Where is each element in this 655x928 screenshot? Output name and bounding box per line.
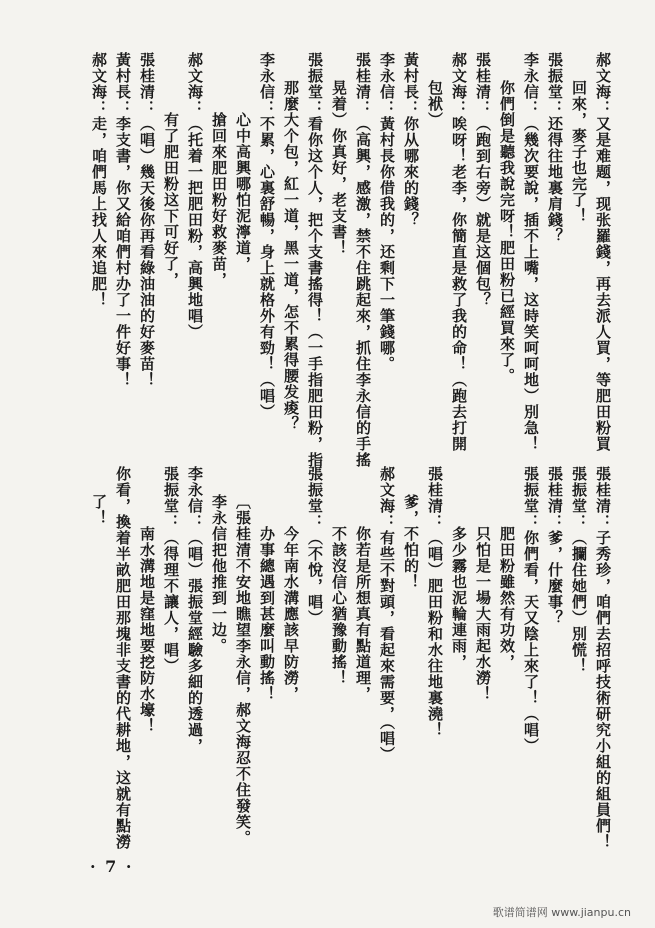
script-line: 張振堂：（攔住她們）別慌！ (570, 466, 588, 674)
script-line: 張桂清：（高興，感激，禁不住跳起來，抓住李永信的手搖 (354, 52, 372, 468)
script-line: 包袱） (426, 80, 444, 128)
page-number: · 7 · (90, 857, 134, 876)
script-line: 爹，不怕的！ (402, 494, 420, 590)
script-line: 張振堂：（得理不讓人，唱） (162, 466, 180, 674)
script-line: 黃村長：你从哪來的錢？ (402, 52, 420, 228)
script-line: 郝文海：唉呀！老李，你簡直是救了我的命！（跑去打開 (450, 52, 468, 452)
script-line: 張振堂：（不悅，唱） (306, 466, 324, 626)
script-line: 办事總遇到甚麼叫動搖！ (258, 526, 276, 702)
script-line: 張振堂：你們看，天又陰上來了！（唱） (522, 466, 540, 754)
script-line: 張桂清：子秀珍，咱們去招呼技術研究小組的組員們！ (594, 466, 612, 850)
script-line: 你們倒是聽我說完呀！肥田粉已經買來了。 (498, 80, 516, 384)
script-line: 郝文海：有些不對頭，看起來需要，（唱） (378, 466, 396, 763)
script-bottom-section (87, 466, 615, 850)
script-line: 郝文海：（托着一把肥田粉，高興地唱） (186, 52, 204, 340)
script-line: 郝文海：又是难题，现张羅錢，再去派人買，等肥田粉買 (594, 52, 612, 452)
script-line: 李永信：不累，心裏舒暢，身上就格外有勁！（唱） (258, 52, 276, 420)
script-line: 張振堂：看你这个人，把个支書搖得！（一手指肥田粉，指 (306, 52, 324, 468)
script-line: 李永信：黃村長你借我的，还剩下一筆錢哪。 (378, 52, 396, 372)
script-line: 李永信：（幾次要說，插不上嘴，这時笑呵呵地）別急！ (522, 52, 540, 452)
script-line: 李永信：（唱）張振堂經驗多細的透過， (186, 466, 204, 754)
script-line: 肥田粉雖然有功效， (498, 526, 516, 670)
script-line: 〔張桂清不安地瞧望李永信，郝文海忍不住發笑。 (234, 494, 252, 846)
script-line: 張桂清：爹，什麼事？ (546, 466, 564, 626)
script-line: 只怕是一場大雨起水澇！ (474, 526, 492, 702)
script-line: 多少霧也泥輪連雨， (450, 526, 468, 670)
script-line: 那麼大个包，紅一道，黑一道，怎不累得腰发痠？ (282, 80, 300, 432)
script-line: 張桂清：（唱）幾天後你再看綠油油的好麥苗！ (138, 52, 156, 388)
script-line: 不該沒信心猶豫動搖！ (330, 526, 348, 686)
script-line: 張振堂：还得往地裏肩錢？ (546, 52, 564, 244)
script-line: 心中高興哪怕泥濘道， (234, 112, 252, 272)
script-line: 今年南水溝應該早防澇， (282, 526, 300, 702)
script-line: 郝文海：走，咱們馬上找人來追肥！ (90, 52, 108, 308)
script-line: 晃着）你真好，老支書！ (330, 80, 348, 256)
script-line: 你若是所想真有點道理， (354, 526, 372, 702)
script-line: 張桂清：（唱）肥田粉和水往地裏澆！ (426, 466, 444, 738)
script-line: 李永信把他推到一边。 (210, 494, 228, 654)
script-line: 黃村長：李支書，你又給咱們村办了一件好事！ (114, 52, 132, 388)
script-top-section (87, 52, 615, 468)
script-line: 搶回來肥田粉好救麥苗， (210, 112, 228, 288)
script-line: 張桂清：（跑到右旁）就是这個包？ (474, 52, 492, 308)
script-line: 南水溝地是窪地要挖防水壕！ (138, 526, 156, 734)
script-line: 回來，麥子也完了！ (570, 80, 588, 224)
script-line: 了！ (90, 494, 108, 526)
script-line: 有了肥田粉这下可好了， (162, 112, 180, 288)
script-line: 你看，換着半畝肥田那塊非支書的代耕地，这就有點澇 (114, 466, 132, 850)
watermark: 歌谱简谱网 www.jianpu.cn (492, 906, 631, 919)
